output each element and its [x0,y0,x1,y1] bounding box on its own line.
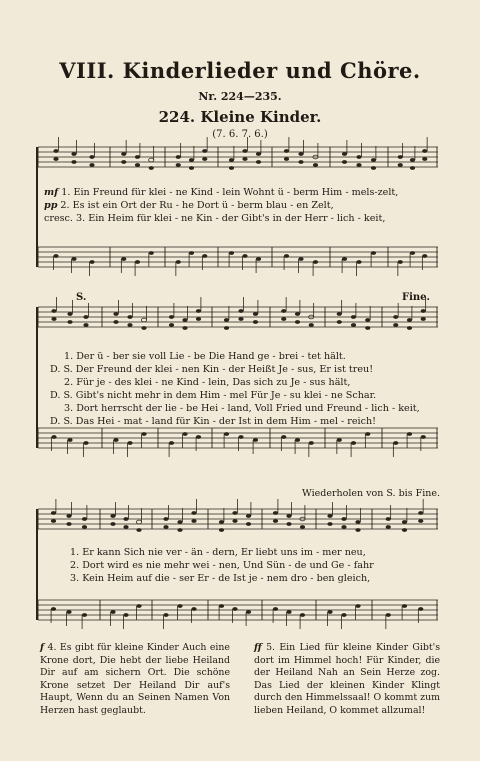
hymn-meter: (7. 6. 7. 6.) [212,129,268,140]
fine-marker: Fine. [402,292,431,303]
hymn-number-range: Nr. 224—235. [198,90,282,103]
lyric-line-12: 3. Kein Heim auf die - ser Er - de Ist je - nem dro - ben gleich, [70,573,371,584]
lyric-line-10: 1. Er kann Sich nie ver - än - dern, Er liebt uns im - mer neu, [70,547,366,558]
lyric-line-6: 2. Für je - des klei - ne Kind - lein, Das sich zu Je - sus hält, [64,377,351,388]
lyric-line-8: 3. Dort herrscht der lie - be Hei - land, Voll Fried und Freund - lich - keit, [64,403,420,414]
repeat-instruction: Wiederholen von S. bis Fine. [302,488,440,499]
lyric-line-7: D. S. Gibt's nicht mehr in dem Him - mel Für Je - su klei - ne Schar. [50,390,377,401]
hymn-title: 224. Kleine Kinder. [158,108,322,126]
lyric-line-11: 2. Dort wird es nie mehr wei - nen, Und Sün - de und Ge - fahr [70,560,374,571]
lyric-line-2: pp 2. Es ist ein Ort der Ru - he Dort ü - berm blau - en Zelt, [44,200,334,211]
lyric-line-4: 1. Der ü - ber sie voll Lie - be Die Hand ge - brei - tet hält. [64,351,346,362]
lyric-line-5: D. S. Der Freund der klei - nen Kin - der Heißt Je - sus, Er ist treu! [50,364,374,375]
verse-5: ff 5. Ein Lied für kleine Kinder Gibt's dort im Himmel hoch! Für Kinder, die der Heiland Nah an Sein Herze zog. Das Lied der kleinen Kinder Klingt durch den Himmelssaal! O kommt zum lieben Heiland, O kommet allzumal! [254,642,441,716]
section-title: VIII. Kinderlieder und Chöre. [59,58,421,83]
lyric-line-1: mf 1. Ein Freund für klei - ne Kind - lein Wohnt ü - berm Him - mels-zelt, [44,187,399,198]
lyric-line-9: D. S. Das Hei - mat - land für Kin - der Ist in dem Him - mel - reich! [50,416,377,427]
segno-marker: S. [76,292,87,303]
lyric-line-3: cresc. 3. Ein Heim für klei - ne Kin - der Gibt's in der Herr - lich - keit, [44,213,386,224]
verse-4: f 4. Es gibt für kleine Kinder Auch eine Krone dort, Die hebt der liebe Heiland Dir auf am sichern Ort. Die schöne Krone setzet Der Heiland Dir auf's Haupt, Wenn du an Seinen Namen Von Herzen hast geglaubt. [40,642,230,716]
